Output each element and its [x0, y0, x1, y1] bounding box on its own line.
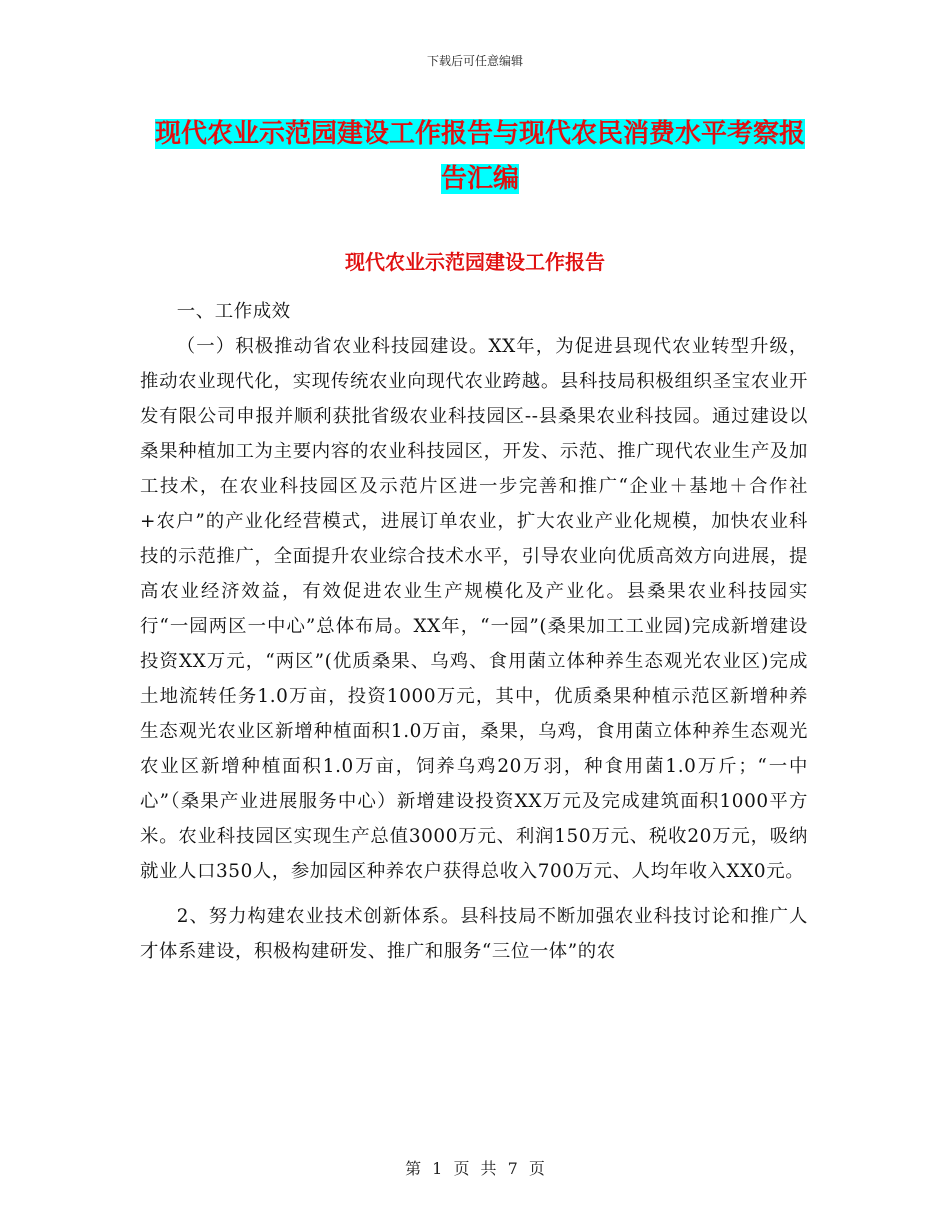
- document-title: [150, 112, 810, 202]
- heading-work-results: 一、工作成效: [176, 301, 291, 322]
- document-title-text: 现代农业示范园建设工作报告与现代农民消费水平考察报告汇编: [154, 119, 805, 194]
- paragraph-1: （一）积极推动省农业科技园建设。XX年，为促进县现代农业转型升级，推动农业现代化，实现传统农业向现代农业跨越。县科技局积极组织圣宝农业开发有限公司申报并顺利获批省级农业科技园区--县桑果农业科技园。通过建设以桑果种植加工为主要内容的农业科技园区，开发、示范、推广现代农业生产及加工技术，在农业科技园区及示范片区进一步完善和推广“企业＋基地＋合作社+农户”的产业化经营模式，进展订单农业，扩大农业产业化规模，加快农业科技的示范推广，全面提升农业综合技术水平，引导农业向优质高效方向进展，提高农业经济效益，有效促进农业生产规模化及产业化。县桑果农业科技园实行“一园两区一中心”总体布局。XX年，“一园”(桑果加工工业园)完成新增建设投资XX万元，“两区”(优质桑果、乌鸡、食用菌立体种养生态观光农业区)完成土地流转任务1.0万亩，投资1000万元，其中，优质桑果种植示范区新增种养生态观光农业区新增种植面积1.0万亩，桑果，乌鸡，食用菌立体种养生态观光农业区新增种植面积1.0万亩，饲养乌鸡20万羽，种食用菌1.0万斤；“一中心”（桑果产业进展服务中心）新增建设投资XX万元及完成建筑面积1000平方米。农业科技园区实现生产总值3000万元、利润150万元、税收20万元，吸纳就业人口350人，参加园区种养农户获得总收入700万元、人均年收入XX0元。: [140, 336, 808, 882]
- paragraph-2: 2、努力构建农业技术创新体系。县科技局不断加强农业科技讨论和推广人才体系建设，积极构建研发、推广和服务“三位一体”的农: [140, 906, 808, 962]
- page-header: 下载后可任意编辑: [426, 54, 523, 68]
- document-body: [140, 294, 808, 969]
- section-title: 现代农业示范园建设工作报告: [345, 250, 605, 274]
- page-footer: 第 1 页 共 7 页: [405, 1159, 545, 1178]
